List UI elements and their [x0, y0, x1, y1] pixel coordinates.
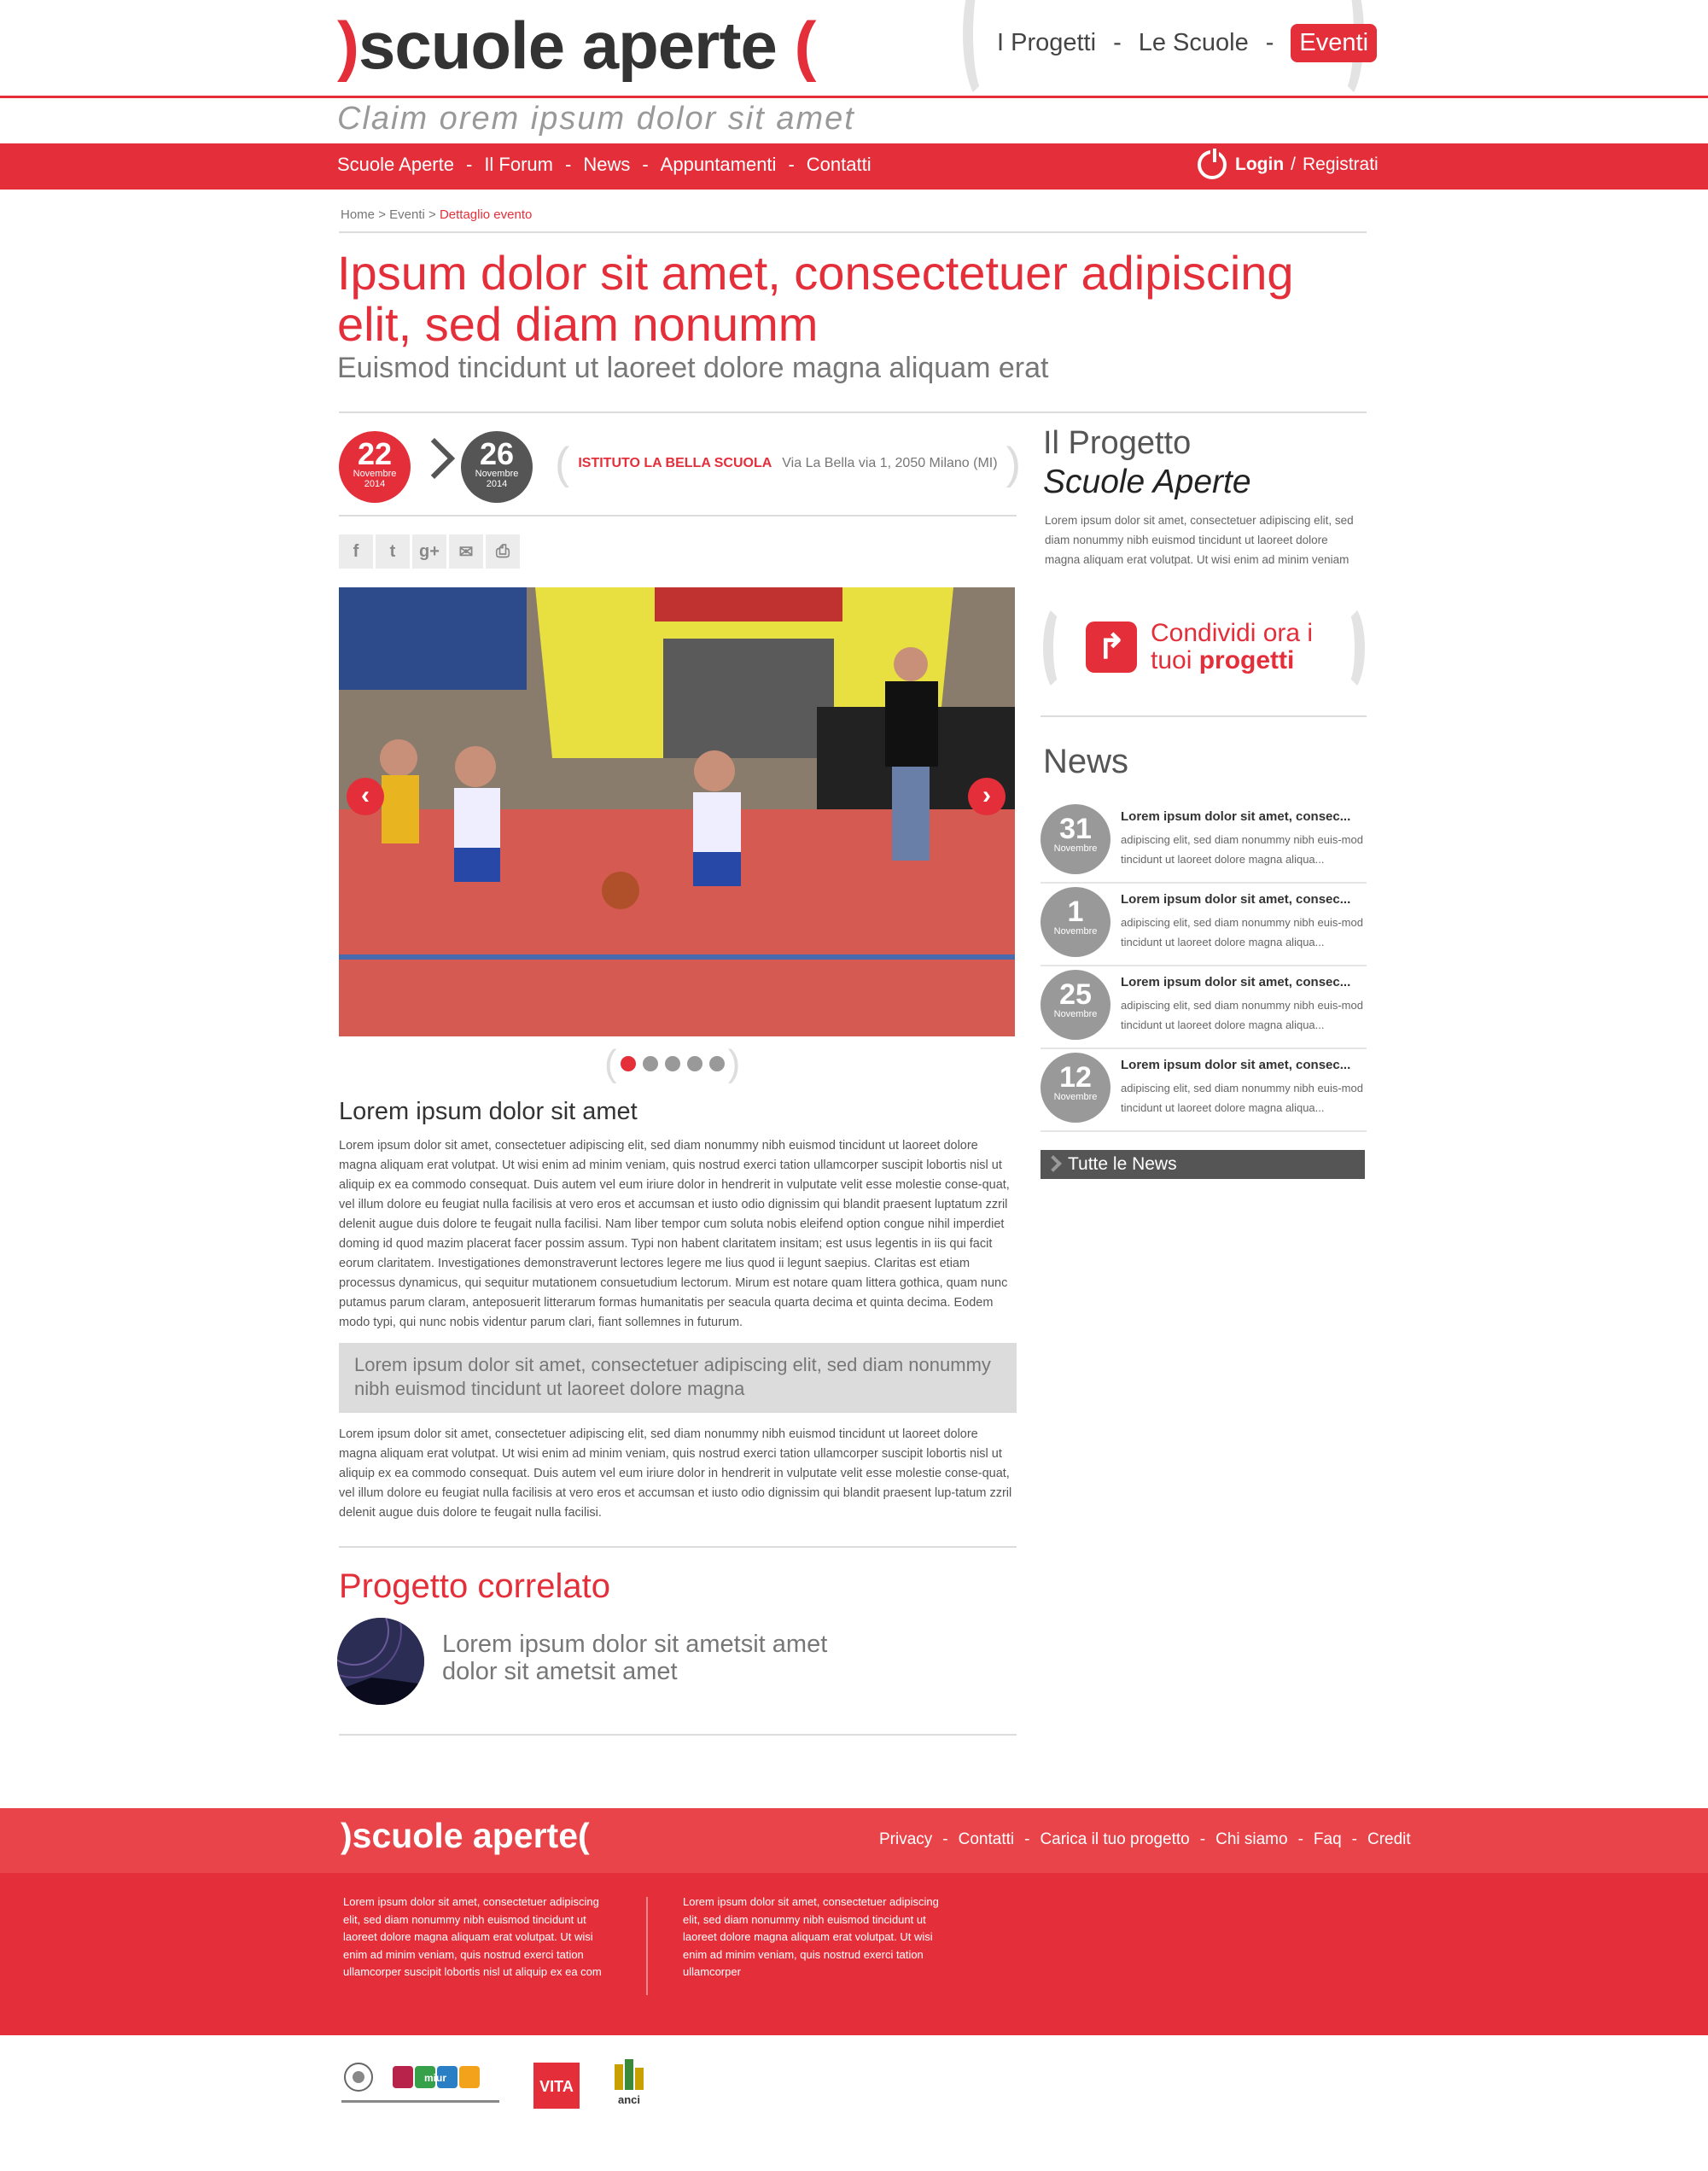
- news-title[interactable]: Lorem ipsum dolor sit amet, consec...: [1121, 1058, 1351, 1072]
- night-sky-illustration: [337, 1618, 424, 1705]
- miur-logo: [341, 2063, 499, 2103]
- mail-icon[interactable]: ✉: [449, 534, 483, 569]
- partner-logos-svg: [341, 2056, 683, 2116]
- main-nav: [337, 154, 871, 176]
- related-heading: Progetto correlato: [339, 1567, 610, 1605]
- anci-logo-text: anci: [617, 2093, 641, 2106]
- footer-link-privacy[interactable]: Privacy: [879, 1830, 933, 1848]
- all-news-button[interactable]: Tutte le News: [1041, 1150, 1365, 1179]
- share-cta-line2b: progetti: [1198, 646, 1295, 674]
- carousel-dot[interactable]: [643, 1056, 658, 1071]
- venue-name[interactable]: ISTITUTO LA BELLA SCUOLA: [578, 456, 772, 470]
- power-icon[interactable]: [1198, 150, 1227, 179]
- news-day: 1: [1067, 896, 1084, 928]
- nav-separator: -: [1265, 29, 1274, 56]
- chevron-right-icon: [414, 438, 455, 479]
- news-excerpt: adipiscing elit, sed diam nonummy nibh euis-mod tincidunt ut laoreet dolore magna aliqua...: [1121, 999, 1363, 1031]
- google-plus-icon[interactable]: g+: [412, 534, 446, 569]
- main-nav-forum[interactable]: Il Forum: [484, 154, 553, 175]
- logo-bracket-close: (: [794, 8, 816, 83]
- news-excerpt: adipiscing elit, sed diam nonummy nibh euis-mod tincidunt ut laoreet dolore magna aliqua...: [1121, 1082, 1363, 1114]
- article-quote: Lorem ipsum dolor sit amet, consectetuer adipiscing elit, sed diam nonummy nibh euismod tincidunt ut laoreet dolore magna: [339, 1343, 1017, 1413]
- footer-sep: -: [1351, 1830, 1357, 1848]
- footer-logo[interactable]: )scuole aperte(: [341, 1816, 590, 1855]
- news-date-badge: [1041, 970, 1110, 1040]
- vita-logo: [533, 2063, 580, 2109]
- footer-text-col2: Lorem ipsum dolor sit amet, consectetuer adipiscing elit, sed diam nonummy nibh euismod tincidunt ut laoreet dolore magna aliquam erat volutpat. Ut wisi enim ad minim veniam, quis nostrud exerci tation ullamcorper: [683, 1895, 939, 1978]
- news-excerpt: adipiscing elit, sed diam nonummy nibh euis-mod tincidunt ut laoreet dolore magna aliqua...: [1121, 916, 1363, 948]
- related-project-image[interactable]: [337, 1618, 424, 1705]
- footer-link-carica[interactable]: Carica il tuo progetto: [1040, 1830, 1190, 1848]
- share-bar: [339, 534, 522, 569]
- news-excerpt: adipiscing elit, sed diam nonummy nibh euis-mod tincidunt ut laoreet dolore magna aliqua...: [1121, 833, 1363, 866]
- footer-link-contatti[interactable]: Contatti: [958, 1830, 1015, 1848]
- breadcrumb-sep: >: [428, 207, 436, 222]
- nav-separator: -: [788, 154, 795, 175]
- nav-separator: -: [465, 154, 473, 175]
- start-year: 2014: [364, 479, 386, 489]
- facebook-icon[interactable]: f: [339, 534, 373, 569]
- cta-bracket-left: [1043, 603, 1077, 693]
- related-project-title[interactable]: Lorem ipsum dolor sit ametsit amet dolor sit ametsit amet: [442, 1631, 828, 1685]
- end-day: 26: [479, 436, 515, 471]
- footer-sep: -: [1297, 1830, 1303, 1848]
- footer-link-chi-siamo[interactable]: Chi siamo: [1215, 1830, 1288, 1848]
- footer-divider: [646, 1897, 648, 1995]
- article-heading: Lorem ipsum dolor sit amet: [339, 1098, 638, 1125]
- end-year: 2014: [486, 479, 508, 489]
- news-month: Novembre: [1053, 1009, 1098, 1019]
- logo-bracket-open: ): [337, 8, 359, 83]
- divider: [1041, 715, 1367, 717]
- news-item[interactable]: [1041, 884, 1367, 966]
- footer-link-credit[interactable]: Credit: [1367, 1830, 1411, 1848]
- nav-separator: -: [642, 154, 649, 175]
- footer-link-faq[interactable]: Faq: [1313, 1830, 1342, 1848]
- article-paragraph: Lorem ipsum dolor sit amet, consectetuer adipiscing elit, sed diam nonummy nibh euismod tincidunt ut laoreet dolore magna aliquam erat volutpat. Ut wisi enim ad minim veniam, quis nostrud exerci tation ullamcorper suscipit lobortis nisl ut aliquip ex ea commodo consequat. Duis autem vel eum iriure dolor in hendrerit in vulputate velit esse molestie conse-quat, vel illum dolore eu feugiat nulla facilisis at vero eros et accumsan et iusto odio dignissim qui blandit praesent luptatum zzril delenit augue duis dolore te feugait nulla facilisi. Nam liber tempor cum soluta nobis eleifend option congue nihil imperdiet doming id quod mazim placerat facer possim assum. Typi non habent claritatem insitam; est usus legentis in iis qui facit eorum claritatem. Investigationes demonstraverunt lectores legere me lius quod ii legunt saepius. Claritas est etiam processus dynamicus, qui sequitur mutationem consuetudium lectorum. Mirum est notare quam littera gothica, quam nunc putamus parum claram, anteposuerit litterarum formas humanitatis per seacula quarta decima et quinta decima. Eodem modo typi, qui nunc nobis videntur parum clari, fiant sollemnes in futurum.: [339, 1139, 1010, 1329]
- carousel-pagination: [604, 1042, 741, 1084]
- sidebar-project-title: Il Progetto: [1043, 425, 1192, 461]
- share-cta-label: [1151, 620, 1313, 674]
- divider: [1041, 1130, 1367, 1132]
- share-cta-line2a: tuoi: [1151, 646, 1192, 674]
- news-month: Novembre: [1053, 1092, 1098, 1102]
- divider: [339, 231, 1367, 233]
- vita-logo-text: VITA: [539, 2078, 574, 2095]
- divider: [339, 515, 1017, 516]
- news-date-badge: [1041, 804, 1110, 874]
- divider: [339, 1734, 1017, 1736]
- pagination-paren-close: ): [727, 1042, 741, 1084]
- main-nav-appuntamenti[interactable]: Appuntamenti: [660, 154, 777, 175]
- end-date-badge: [461, 431, 533, 503]
- end-month: Novembre: [475, 469, 519, 479]
- breadcrumb-current: Dettaglio evento: [439, 207, 533, 222]
- news-title[interactable]: Lorem ipsum dolor sit amet, consec...: [1121, 809, 1351, 824]
- start-date-badge: [339, 431, 411, 503]
- footer-links: [879, 1830, 1411, 1849]
- breadcrumb-home[interactable]: Home: [341, 207, 376, 222]
- carousel-dot[interactable]: [687, 1056, 702, 1071]
- logo-text: scuole aperte: [358, 8, 777, 83]
- nav-separator: -: [565, 154, 572, 175]
- article-paragraph: Lorem ipsum dolor sit amet, consectetuer adipiscing elit, sed diam nonummy nibh euismod tincidunt ut laoreet dolore magna aliquam erat volutpat. Ut wisi enim ad minim veniam, quis nostrud exerci tation ullamcorper suscipit lobortis nisl ut aliquip ex ea commodo consequat. Duis autem vel eum iriure dolor in hendrerit in vulputate velit esse molestie conse-quat, vel illum dolore eu feugiat nulla facilisis at vero eros et accumsan et iusto odio dignissim qui blandit praesent lup-tatum zzril delenit augue duis dolore te feugait nulla facilisi.: [339, 1427, 1012, 1520]
- site-claim: Claim orem ipsum dolor sit amet: [337, 101, 855, 137]
- main-nav-news[interactable]: News: [583, 154, 631, 175]
- news-title[interactable]: Lorem ipsum dolor sit amet, consec...: [1121, 892, 1351, 907]
- top-nav-scuole[interactable]: Le Scuole: [1138, 29, 1249, 56]
- breadcrumb: [341, 207, 532, 222]
- login-area: [1198, 150, 1379, 179]
- top-nav-progetti[interactable]: I Progetti: [997, 29, 1097, 56]
- page-subtitle: Euismod tincidunt ut laoreet dolore magna aliquam erat: [337, 352, 1049, 384]
- carousel-prev-button[interactable]: ‹: [347, 778, 384, 815]
- header-divider: [0, 96, 1708, 98]
- main-nav-scuole-aperte[interactable]: Scuole Aperte: [337, 154, 454, 175]
- miur-logo-text: miur: [423, 2072, 447, 2084]
- top-nav-eventi[interactable]: Eventi: [1291, 24, 1377, 62]
- news-date-badge: [1041, 887, 1110, 957]
- divider: [339, 411, 1367, 413]
- carousel-dot[interactable]: [621, 1056, 636, 1071]
- news-day: 12: [1059, 1061, 1092, 1094]
- sidebar-project-subtitle: Scuole Aperte: [1043, 464, 1251, 500]
- sidebar-project-text: Lorem ipsum dolor sit amet, consectetuer adipiscing elit, sed diam nonummy nibh euismod tincidunt ut laoreet dolore magna aliquam erat volutpat. Ut wisi enim ad minim veniam: [1045, 514, 1354, 566]
- footer-top-bar: [0, 1808, 1708, 1873]
- news-day: 31: [1059, 813, 1092, 845]
- register-link[interactable]: Registrati: [1303, 155, 1379, 174]
- twitter-icon[interactable]: t: [376, 534, 410, 569]
- login-slash: /: [1291, 155, 1296, 174]
- print-icon[interactable]: ⎙: [486, 534, 520, 569]
- top-nav: [963, 0, 1369, 98]
- news-heading: News: [1043, 743, 1129, 780]
- start-month: Novembre: [353, 469, 397, 479]
- news-month: Novembre: [1053, 843, 1098, 854]
- venue-address: Via La Bella via 1, 2050 Milano (MI): [782, 456, 998, 470]
- news-item[interactable]: [1041, 801, 1367, 884]
- site-logo[interactable]: [337, 7, 816, 85]
- nav-separator: -: [1113, 29, 1122, 56]
- venue-paren-open: (: [555, 439, 570, 488]
- share-cta-line1: Condividi ora i: [1151, 619, 1314, 647]
- event-photo-illustration: [339, 587, 1015, 1036]
- partner-logos: [341, 2056, 683, 2116]
- login-link[interactable]: Login: [1235, 155, 1285, 174]
- footer-sep: -: [1199, 1830, 1206, 1848]
- cta-bracket-right: [1331, 603, 1365, 693]
- footer-text-col1: Lorem ipsum dolor sit amet, consectetuer adipiscing elit, sed diam nonummy nibh euismod tincidunt ut laoreet dolore magna aliquam erat volutpat. Ut wisi enim ad minim veniam, quis nostrud exerci tation ullamcorper suscipit lobortis nisl ut aliquip ex ea com: [343, 1895, 602, 1978]
- news-date-badge: [1041, 1053, 1110, 1123]
- breadcrumb-eventi[interactable]: Eventi: [389, 207, 425, 222]
- venue-paren-close: ): [1006, 439, 1021, 488]
- share-project-cta[interactable]: [1043, 603, 1365, 693]
- news-item[interactable]: [1041, 966, 1367, 1049]
- news-title[interactable]: Lorem ipsum dolor sit amet, consec...: [1121, 975, 1351, 989]
- event-venue: [555, 439, 1021, 488]
- start-day: 22: [357, 436, 393, 471]
- page-title: Ipsum dolor sit amet, consectetuer adipiscing elit, sed diam nonumm: [337, 246, 1294, 351]
- pagination-paren-open: (: [604, 1042, 617, 1084]
- news-day: 25: [1059, 978, 1092, 1011]
- carousel-next-button[interactable]: ›: [968, 778, 1006, 815]
- footer-sep: -: [1024, 1830, 1030, 1848]
- news-month: Novembre: [1053, 926, 1098, 937]
- main-nav-contatti[interactable]: Contatti: [806, 154, 871, 175]
- anci-logo: [615, 2059, 644, 2106]
- breadcrumb-sep: >: [378, 207, 386, 222]
- share-arrow-icon: ↱: [1086, 622, 1137, 673]
- divider: [339, 1546, 1017, 1548]
- carousel-dot[interactable]: [709, 1056, 725, 1071]
- event-photo: [339, 587, 1015, 1036]
- carousel-dot[interactable]: [665, 1056, 680, 1071]
- footer-sep: -: [942, 1830, 948, 1848]
- news-item[interactable]: [1041, 1049, 1367, 1132]
